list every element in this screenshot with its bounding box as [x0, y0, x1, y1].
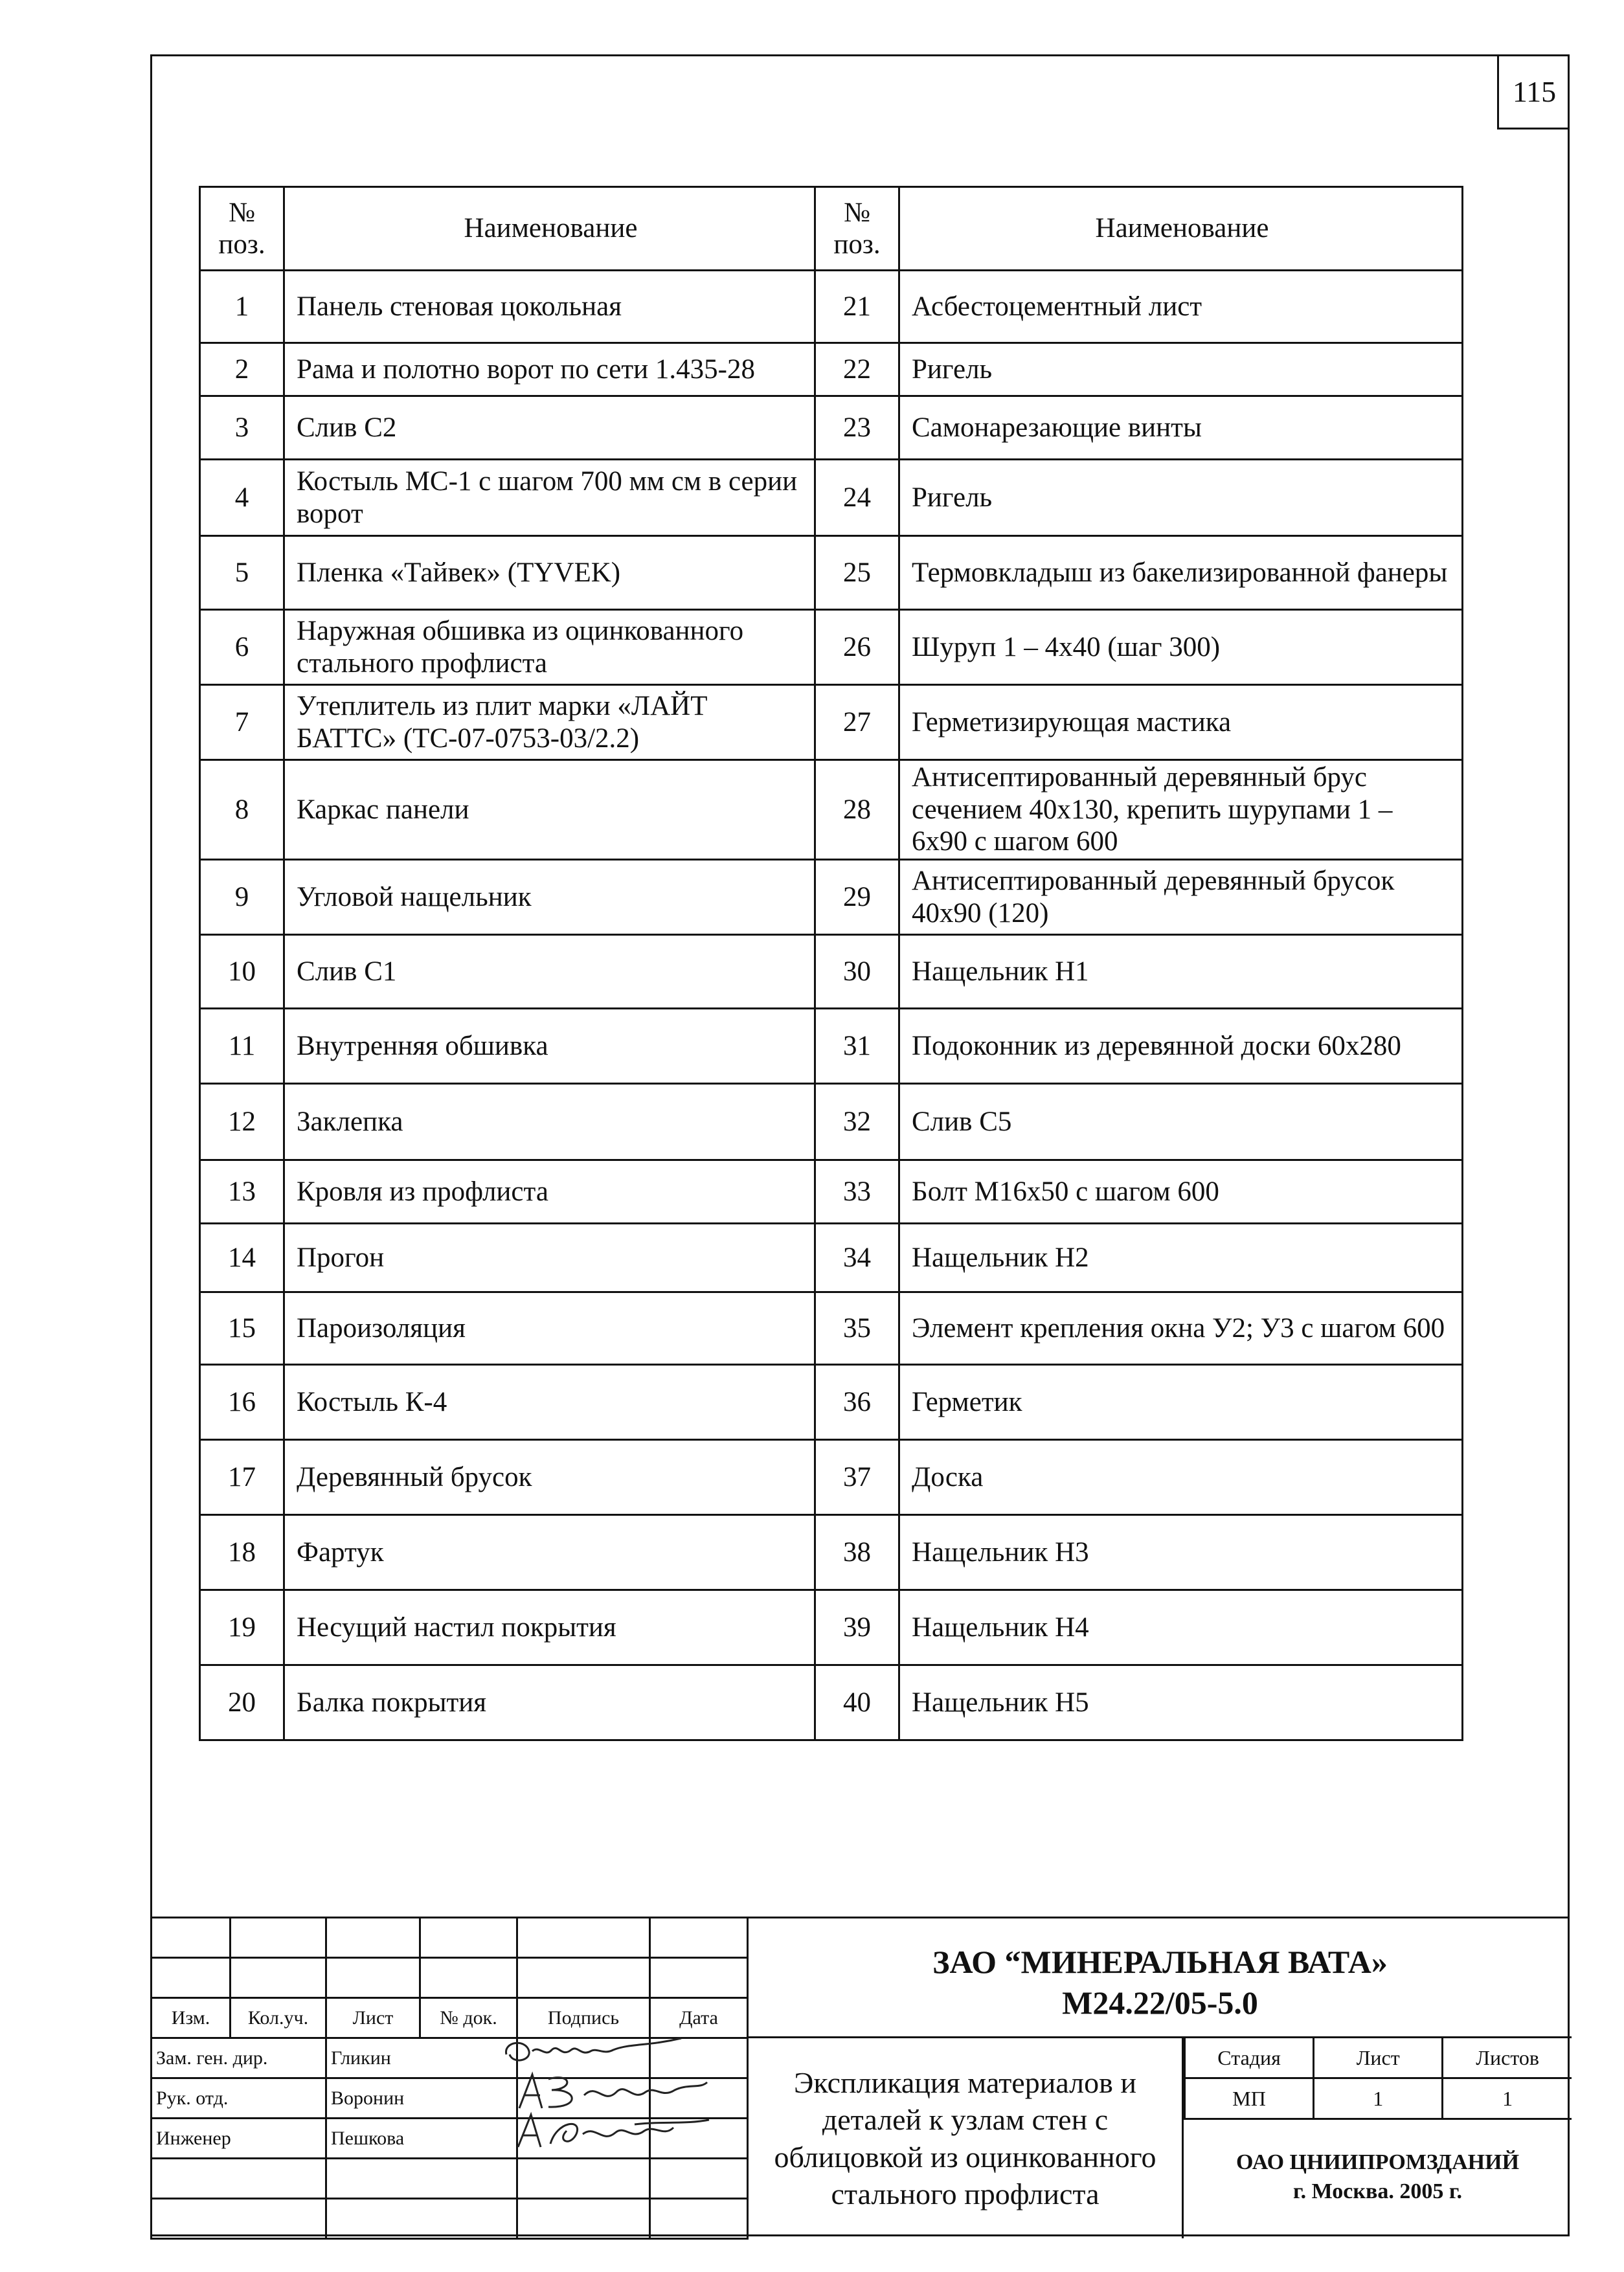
- table-row: [200, 1292, 1463, 1365]
- pos-number: 11: [200, 1009, 284, 1084]
- item-name: Антисептированный деревянный брусок 40х90 (120): [899, 860, 1463, 935]
- item-name: Угловой нащельник: [284, 860, 815, 935]
- table-row: [200, 460, 1463, 536]
- pos-number: 2: [200, 343, 284, 396]
- table-row: [200, 1160, 1463, 1224]
- item-name: Внутренняя обшивка: [284, 1009, 815, 1084]
- pos-number: 30: [815, 935, 899, 1009]
- title-block-right: [747, 1917, 1570, 2236]
- item-name: Нащельник Н5: [899, 1665, 1463, 1740]
- item-name: Антисептированный деревянный брус сечением 40х130, крепить шурупами 1 – 6х90 с шагом 600: [899, 760, 1463, 860]
- signature-grid: [150, 1917, 747, 2236]
- pos-number: 9: [200, 860, 284, 935]
- pos-number: 4: [200, 460, 284, 536]
- stage-header: Стадия: [1185, 2038, 1314, 2078]
- item-name: Слив С5: [899, 1084, 1463, 1160]
- pos-number: 26: [815, 610, 899, 685]
- item-name: Элемент крепления окна У2; У3 с шагом 600: [899, 1292, 1463, 1365]
- item-name: Герметизирующая мастика: [899, 685, 1463, 760]
- pos-number: 18: [200, 1515, 284, 1590]
- page-number: 115: [1497, 56, 1570, 129]
- pos-number: 16: [200, 1365, 284, 1440]
- item-name: Нащельник Н4: [899, 1590, 1463, 1665]
- pos-number: 8: [200, 760, 284, 860]
- sheets-header: Листов: [1443, 2038, 1572, 2078]
- item-name: Заклепка: [284, 1084, 815, 1160]
- sheet-header: Лист: [1314, 2038, 1443, 2078]
- table-row: [200, 1665, 1463, 1740]
- header-name: Наименование: [284, 187, 815, 271]
- item-name: Панель стеновая цокольная: [284, 271, 815, 343]
- item-name: Пароизоляция: [284, 1292, 815, 1365]
- role-label: Зам. ген. дир.: [152, 2038, 326, 2078]
- col-izm: Изм.: [152, 1998, 231, 2038]
- pos-number: 22: [815, 343, 899, 396]
- header-name-2: Наименование: [899, 187, 1463, 271]
- item-name: Слив С2: [284, 396, 815, 460]
- pos-number: 19: [200, 1590, 284, 1665]
- item-name: Кровля из профлиста: [284, 1160, 815, 1224]
- table-row: [200, 610, 1463, 685]
- item-name: Прогон: [284, 1224, 815, 1292]
- pos-number: 34: [815, 1224, 899, 1292]
- pos-number: 13: [200, 1160, 284, 1224]
- pos-number: 23: [815, 396, 899, 460]
- pos-number: 38: [815, 1515, 899, 1590]
- item-name: Нащельник Н2: [899, 1224, 1463, 1292]
- pos-number: 7: [200, 685, 284, 760]
- explication-table: [199, 186, 1463, 1741]
- title-block: [150, 1917, 1570, 2236]
- header-pos-number-2: № поз.: [815, 187, 899, 271]
- pos-number: 32: [815, 1084, 899, 1160]
- col-list: Лист: [326, 1998, 420, 2038]
- table-row: [200, 1440, 1463, 1515]
- item-name: Ригель: [899, 460, 1463, 536]
- pos-number: 40: [815, 1665, 899, 1740]
- header-pos-number: № поз.: [200, 187, 284, 271]
- table-row: [200, 935, 1463, 1009]
- pos-number: 21: [815, 271, 899, 343]
- pos-number: 12: [200, 1084, 284, 1160]
- pos-number: 35: [815, 1292, 899, 1365]
- item-name: Герметик: [899, 1365, 1463, 1440]
- item-name: Ригель: [899, 343, 1463, 396]
- item-name: Утеплитель из плит марки «ЛАЙТ БАТТС» (ТС-07-0753-03/2.2): [284, 685, 815, 760]
- table-row: [200, 1009, 1463, 1084]
- item-name: Пленка «Тайвек» (TYVEK): [284, 536, 815, 610]
- table-row: [200, 536, 1463, 610]
- item-name: Слив С1: [284, 935, 815, 1009]
- table-row: [200, 1365, 1463, 1440]
- col-podpis: Подпись: [517, 1998, 650, 2038]
- role-person: Пешкова: [326, 2119, 517, 2159]
- pos-number: 31: [815, 1009, 899, 1084]
- table-row: [200, 396, 1463, 460]
- pos-number: 37: [815, 1440, 899, 1515]
- item-name: Костыль МС-1 с шагом 700 мм см в серии ворот: [284, 460, 815, 536]
- item-name: Доска: [899, 1440, 1463, 1515]
- pos-number: 20: [200, 1665, 284, 1740]
- sheet-value: 1: [1314, 2078, 1443, 2119]
- pos-number: 28: [815, 760, 899, 860]
- pos-number: 33: [815, 1160, 899, 1224]
- table-row: [200, 1515, 1463, 1590]
- col-data: Дата: [650, 1998, 748, 2038]
- item-name: Фартук: [284, 1515, 815, 1590]
- pos-number: 1: [200, 271, 284, 343]
- sheets-value: 1: [1443, 2078, 1572, 2119]
- item-name: Нащельник Н3: [899, 1515, 1463, 1590]
- table-header: [200, 187, 1463, 271]
- stage-value: МП: [1185, 2078, 1314, 2119]
- pos-number: 25: [815, 536, 899, 610]
- item-name: Самонарезающие винты: [899, 396, 1463, 460]
- pos-number: 10: [200, 935, 284, 1009]
- pos-number: 29: [815, 860, 899, 935]
- signature-glikin: [500, 2032, 694, 2071]
- table-row: [200, 685, 1463, 760]
- company-header: [749, 1942, 1572, 2023]
- table-row: [200, 760, 1463, 860]
- item-name: Асбестоцементный лист: [899, 271, 1463, 343]
- table-row: [200, 1224, 1463, 1292]
- organization-name: ОАО ЦНИИПРОМЗДАНИЙ: [1235, 2150, 1520, 2175]
- pos-number: 36: [815, 1365, 899, 1440]
- pos-number: 39: [815, 1590, 899, 1665]
- item-name: Каркас панели: [284, 760, 815, 860]
- item-name: Шуруп 1 – 4х40 (шаг 300): [899, 610, 1463, 685]
- pos-number: 5: [200, 536, 284, 610]
- pos-number: 14: [200, 1224, 284, 1292]
- role-label: Инженер: [152, 2119, 326, 2159]
- col-ndok: № док.: [420, 1998, 517, 2038]
- role-person: Гликин: [326, 2038, 517, 2078]
- item-name: Несущий настил покрытия: [284, 1590, 815, 1665]
- role-person: Воронин: [326, 2078, 517, 2119]
- signature-peshkova: [505, 2108, 712, 2154]
- item-name: Болт М16х50 с шагом 600: [899, 1160, 1463, 1224]
- company-name: ЗАО “МИНЕРАЛЬНАЯ ВАТА»: [932, 1944, 1388, 1980]
- document-title: Экспликация материалов и деталей к узлам стен с облицовкой из оцинкованного стального профлиста: [749, 2038, 1184, 2238]
- pos-number: 15: [200, 1292, 284, 1365]
- item-name: Балка покрытия: [284, 1665, 815, 1740]
- table-row: [200, 271, 1463, 343]
- pos-number: 24: [815, 460, 899, 536]
- table-row: [200, 1590, 1463, 1665]
- stage-table: [1184, 2038, 1572, 2120]
- document-code: М24.22/05-5.0: [1062, 1984, 1258, 2021]
- table-row: [200, 860, 1463, 935]
- item-name: Нащельник Н1: [899, 935, 1463, 1009]
- pos-number: 6: [200, 610, 284, 685]
- table-row: [200, 1084, 1463, 1160]
- item-name: Деревянный брусок: [284, 1440, 815, 1515]
- role-label: Рук. отд.: [152, 2078, 326, 2119]
- pos-number: 17: [200, 1440, 284, 1515]
- item-name: Костыль К-4: [284, 1365, 815, 1440]
- table-row: [200, 343, 1463, 396]
- pos-number: 27: [815, 685, 899, 760]
- col-koluch: Кол.уч.: [231, 1998, 326, 2038]
- item-name: Рама и полотно ворот по сети 1.435-28: [284, 343, 815, 396]
- pos-number: 3: [200, 396, 284, 460]
- organization: [1184, 2116, 1572, 2238]
- organization-city: г. Москва. 2005 г.: [1293, 2179, 1462, 2203]
- item-name: Наружная обшивка из оцинкованного стального профлиста: [284, 610, 815, 685]
- item-name: Подоконник из деревянной доски 60х280: [899, 1009, 1463, 1084]
- item-name: Термовкладыш из бакелизированной фанеры: [899, 536, 1463, 610]
